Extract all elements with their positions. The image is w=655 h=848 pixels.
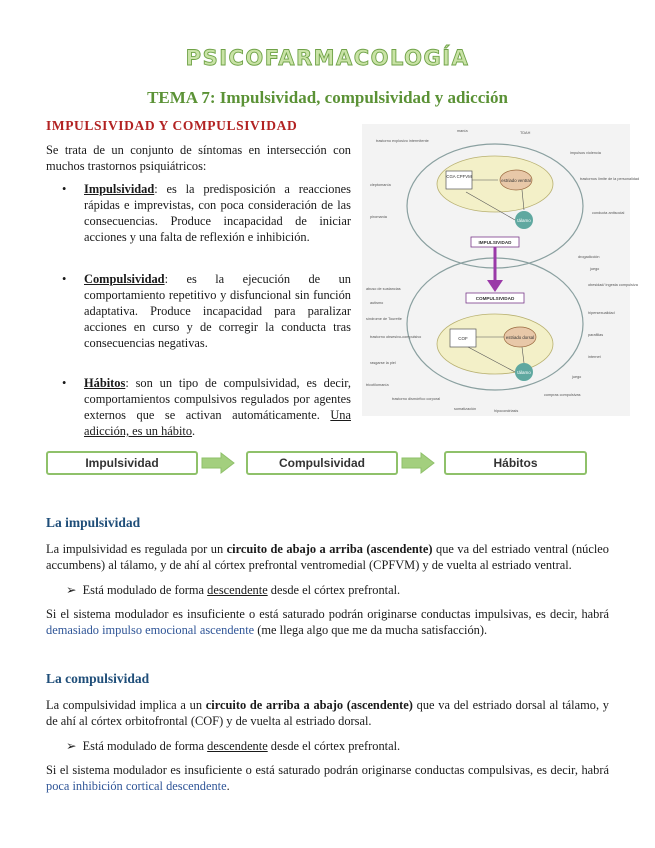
paragraph-compulsividad-2: Si el sistema modulador es insuficiente o está saturado podrán originarse conductas compulsivas, es decir, habrá poca inhibición cortical descendente. — [46, 763, 609, 793]
bullet-impulsividad — [46, 181, 351, 245]
svg-text:obesidad/ ingesta compulsiva: obesidad/ ingesta compulsiva — [588, 283, 638, 287]
svg-text:cleptomanía: cleptomanía — [370, 183, 391, 187]
left-column — [46, 142, 351, 439]
svg-text:síndrome de Tourette: síndrome de Tourette — [366, 317, 402, 321]
svg-text:internet: internet — [588, 355, 601, 359]
svg-text:hipocondriasis: hipocondriasis — [494, 409, 519, 413]
bullet-text: : son un tipo de compulsividad, es decir, comportamientos compulsivos regulados por agentes externos que se activan automáticamente. — [84, 376, 351, 422]
paragraph-impulsividad-2: Si el sistema modulador es insuficiente o está saturado podrán originarse conductas impulsivas, es decir, habrá demasiado impulso emocional ascendente (me llega algo que me da mucha satisfacción). — [46, 607, 609, 637]
flow-arrow-icon — [201, 451, 235, 475]
svg-text:tricotilomanía: tricotilomanía — [366, 383, 389, 387]
bullet-compulsividad — [46, 271, 351, 351]
circuit-diagram — [362, 124, 640, 416]
svg-text:juego: juego — [572, 375, 582, 379]
arrow-bullet-icon: ➢ — [66, 739, 77, 753]
heading-compulsividad: La compulsividad — [46, 671, 150, 686]
svg-text:conducta antisocial: conducta antisocial — [592, 211, 625, 215]
node-talamo-1: tálamo — [517, 218, 531, 223]
node-estriado-ventral: estriado ventral — [501, 178, 531, 183]
svg-text:trastorno explosivo intermiten: trastorno explosivo intermitente — [376, 139, 429, 143]
bullet-icon: • — [62, 272, 67, 286]
bullet-text: : es la ejecución de un comportamiento repetitivo y disfuncional sin función adaptativa. Produce incapacidad para paralizar acciones en curso y de corregir la conducta tras consecuencias negativas. — [84, 272, 351, 350]
svg-text:hipersexualidad: hipersexualidad — [588, 311, 615, 315]
svg-text:trastorno dismórfico corporal: trastorno dismórfico corporal — [392, 397, 441, 401]
point-compulsividad: ➢ Está modulado de forma descendente desde el córtex prefrontal. — [66, 739, 401, 753]
svg-text:piromanía: piromanía — [370, 215, 387, 219]
node-compulsividad: COMPULSIVIDAD — [475, 296, 515, 301]
document-subtitle: TEMA 7: Impulsividad, compulsividad y adicción — [147, 88, 508, 107]
node-cpfvm: CGA CPFVM — [446, 174, 472, 179]
intro-paragraph: Se trata de un conjunto de síntomas en intersección con muchos trastornos psiquiátricos: — [46, 143, 351, 173]
bullet-underlined: Una adicción, es un hábito — [84, 408, 351, 438]
bullet-text: : es la predisposición a reacciones rápidas e imprevistas, con poca consideración de las consecuencias. Produce incapacidad de iniciar acciones y una falta de reflexión e inhibición. — [84, 182, 351, 244]
flow-box-compulsividad: Compulsividad — [246, 451, 398, 475]
svg-text:impulsos violencia: impulsos violencia — [570, 151, 601, 155]
node-cof: COF — [458, 336, 468, 341]
bullet-term: Hábitos — [84, 376, 126, 390]
flow-box-impulsividad: Impulsividad — [46, 451, 198, 475]
point-impulsividad: ➢ Está modulado de forma descendente desde el córtex prefrontal. — [66, 583, 401, 597]
svg-text:autismo: autismo — [370, 301, 384, 305]
document-title: PSICOFARMACOLOGÍA — [185, 46, 470, 70]
bullet-term: Compulsividad — [84, 272, 165, 286]
svg-text:trastornos límite de la person: trastornos límite de la personalidad — [580, 177, 640, 181]
bullet-icon: • — [62, 376, 67, 390]
svg-text:drogadicción: drogadicción — [578, 255, 600, 259]
bullet-habitos: • Hábitos: son un tipo de compulsividad, es decir, comportamientos compulsivos regulados por agentes externos que se activan automáticamente. Una adicción, es un hábito. — [62, 376, 351, 438]
svg-text:rasgarse la piel: rasgarse la piel — [370, 361, 396, 365]
svg-text:juego: juego — [590, 267, 600, 271]
svg-text:parafilias: parafilias — [588, 333, 604, 337]
arrow-bullet-icon: ➢ — [66, 583, 77, 597]
svg-text:trastorno obsesivo-compulsivo: trastorno obsesivo-compulsivo — [370, 335, 422, 339]
node-impulsividad: IMPULSIVIDAD — [478, 240, 512, 245]
node-talamo-2: tálamo — [517, 370, 531, 375]
flow-box-habitos: Hábitos — [444, 451, 587, 475]
node-estriado-dorsal: estriado dorsal — [505, 335, 535, 340]
svg-text:TDAH: TDAH — [520, 131, 531, 135]
bullet-term: Impulsividad — [84, 182, 155, 196]
heading-impulsividad: La impulsividad — [46, 515, 141, 530]
svg-text:somatización: somatización — [454, 407, 477, 411]
flow-arrow-icon — [401, 451, 435, 475]
svg-text:abuso de sustancias: abuso de sustancias — [366, 287, 401, 291]
bullet-icon: • — [62, 182, 67, 196]
section-heading: IMPULSIVIDAD Y COMPULSIVIDAD — [46, 118, 298, 133]
svg-text:compras compulsivas: compras compulsivas — [544, 393, 581, 397]
paragraph-impulsividad-1: La impulsividad es regulada por un circuito de abajo a arriba (ascendente) que va del estriado ventral (núcleo accumbens) al tálamo, y de ahí al córtex prefrontal ventromedial (CPFVM) y de vuelta al estriado ventral. — [46, 542, 610, 572]
paragraph-compulsividad-1: La compulsividad implica a un circuito de arriba a abajo (ascendente) que va del estriado dorsal al tálamo, y de ahí al córtex orbitofrontal (COF) y de vuelta al estriado dorsal. — [46, 698, 609, 728]
svg-text:manía: manía — [457, 129, 468, 133]
